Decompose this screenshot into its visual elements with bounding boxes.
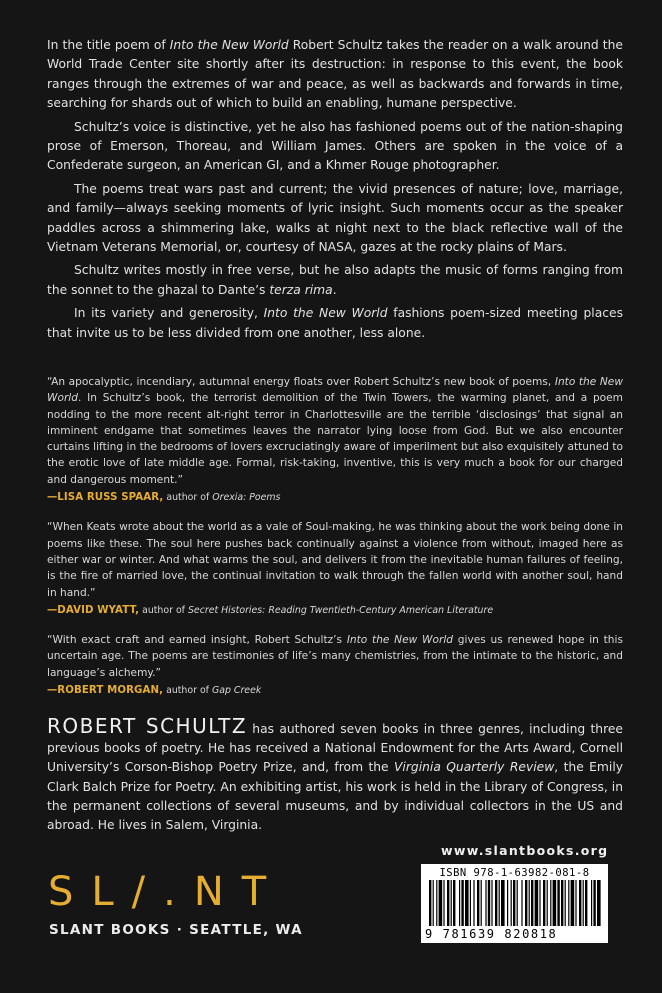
barcode-bar [539, 880, 540, 926]
barcode-bar [565, 880, 566, 926]
barcode-bar [473, 880, 474, 926]
barcode-bar [585, 880, 587, 926]
isbn-label: ISBN 978-1-63982-081-8 [439, 867, 590, 879]
barcode-bar [597, 880, 601, 926]
barcode-bar [507, 880, 508, 926]
endorser-work: Orexia: Poems [212, 492, 281, 504]
endorsement-attribution: —ROBERT MORGAN, author of Gap Creek [47, 685, 262, 697]
barcode-bar [488, 880, 490, 926]
endorsement-quote: “An apocalyptic, incendiary, autumnal energy floats over Robert Schultz’s new book of poems, Into the New World. In Schultz’s book, the terrorist demolition of the Twin Towers, the warming planet, and a poem nodding to the more recent alt-right terror in Charlottesville are the terrible ‘disclosings’ that signal an imminent endgame that sometimes leaves the narrator lying loose from God. But we also encounter curtains lifting in the bedrooms of lovers excruciatingly aware of imperilment but also exquisitely attuned to the erotic love of late middle age. Formal, risk-taking, inventive, this is very much a book for our charged and dangerous moment.” [47, 376, 623, 486]
endorsements [47, 374, 623, 712]
slant-logo: SL/.NT [48, 869, 285, 915]
barcode-bar [568, 880, 569, 926]
barcode-bar [591, 880, 592, 926]
barcode-bar [550, 880, 551, 926]
endorser-name: —DAVID WYATT, [47, 604, 140, 616]
barcode-bar [547, 880, 548, 926]
barcode-bar [543, 880, 545, 926]
endorsement-spaar [47, 374, 623, 506]
endorsement-attribution: —LISA RUSS SPAAR, author of Orexia: Poems [47, 492, 281, 504]
barcode-bar [459, 880, 460, 926]
barcode-bar [529, 880, 530, 926]
barcode-bar [461, 880, 463, 926]
barcode-digits: 9 781639 820818 [425, 927, 558, 941]
description-paragraph-1: In the title poem of Into the New World Robert Schultz takes the reader on a walk around the World Trade Center site shortly after its destruction: in response to this event, the book ranges through the extremes of war and peace, as well as backwards and forwards in time, searching for shards out of which to build an enabling, humane perspective. [47, 38, 623, 111]
barcode-bar [447, 880, 449, 926]
barcode-bar [525, 880, 527, 926]
barcode-bar [517, 880, 518, 926]
barcode-bar [513, 880, 515, 926]
barcode-bar [465, 880, 469, 926]
barcode-bar [521, 880, 522, 926]
endorser-work: Gap Creek [211, 685, 262, 697]
barcode-bar [443, 880, 444, 926]
author-bio: ROBERT SCHULTZ has authored seven books in three genres, including three previous books of poetry. He has received a National Endowment for the Arts Award, Cornell University’s Corson-Bishop Poetry Prize, and, from the Virginia Quarterly Review, the Emily Clark Balch Prize for Poetry. An exhibiting artist, his work is held in the Library of Congress, in the permanent collections of several museums, and by individual collectors in the US and abroad. He lives in Salem, Virginia. [47, 714, 624, 833]
barcode-bar [557, 880, 559, 926]
barcode-bar [511, 880, 512, 926]
description-paragraph-5: In its variety and generosity, Into the New World fashions poem-sized meeting places that invite us to be less divided from one another, less alone. [47, 306, 623, 340]
publisher-imprint: SLANT BOOKS · SEATTLE, WA [49, 922, 303, 938]
publisher-website[interactable]: www.slantbooks.org [441, 843, 609, 858]
barcode-bar [499, 880, 500, 926]
barcode-bar [593, 880, 595, 926]
endorsement-quote: “When Keats wrote about the world as a vale of Soul-making, he was thinking about the work being done in poems like these. The soul here pushes back continually against a violence from without, imaged here as either war or winter. And what warms the soul, and delivers it from the inevitable human failures of feeling, is the fire of married love, the continual invitation to walk through the fallen world with another soul, hand in hand.” [47, 521, 623, 599]
author-name: ROBERT SCHULTZ [47, 714, 248, 738]
barcode-bar [453, 880, 455, 926]
barcode-bar [531, 880, 533, 926]
barcode-bar [579, 880, 581, 926]
endorsement-quote: “With exact craft and earned insight, Robert Schultz’s Into the New World gives us renewed hope in this uncertain age. The poems are testimonies of life’s many chemistries, from the intimate to the historic, and language’s alchemy.” [47, 634, 623, 679]
barcode-bar [485, 880, 486, 926]
barcode-bars [429, 880, 601, 926]
barcode-bar [436, 880, 437, 926]
isbn-barcode [421, 864, 608, 943]
endorser-name: —ROBERT MORGAN, [47, 685, 164, 697]
book-description [47, 36, 623, 347]
barcode-bar [495, 880, 497, 926]
barcode-bar [575, 880, 576, 926]
barcode-bar [451, 880, 452, 926]
barcode-bar [535, 880, 539, 926]
barcode-bar [583, 880, 584, 926]
description-paragraph-4: Schultz writes mostly in free verse, but he also adapts the music of forms ranging from the sonnet to the ghazal to Dante’s terza rima. [47, 263, 623, 297]
endorsement-wyatt [47, 519, 623, 619]
barcode-bar [501, 880, 505, 926]
barcode-bar [477, 880, 479, 926]
endorsement-attribution: —DAVID WYATT, author of Secret Histories: Reading Twentieth-Century American Literature [47, 604, 494, 616]
endorsement-morgan [47, 632, 623, 699]
barcode-bar [470, 880, 471, 926]
barcode-bar [439, 880, 443, 926]
barcode-bar [553, 880, 557, 926]
barcode-bar [429, 880, 431, 926]
barcode-bar [481, 880, 482, 926]
barcode-bar [571, 880, 575, 926]
description-paragraph-2: Schultz’s voice is distinctive, yet he also has fashioned poems out of the nation-shaping prose of Emerson, Thoreau, and William James. Others are spoken in the voice of a Confederate surgeon, an American GI, and a Khmer Rouge photographer. [47, 119, 623, 173]
barcode-bar [433, 880, 434, 926]
description-paragraph-3: The poems treat wars past and current; the vivid presences of nature; love, marriage, and family—always seeking moments of lyric insight. Such moments occur as the speaker paddles across a shimmering lake, walks at night next to the black reflective wall of the Vietnam Veterans Memorial, or, courtesy of NASA, gazes at the rocky plains of Mars. [47, 181, 623, 255]
endorser-name: —LISA RUSS SPAAR, [47, 492, 164, 504]
barcode-bar [491, 880, 492, 926]
endorser-work: Secret Histories: Reading Twentieth-Century American Literature [187, 604, 494, 616]
barcode-bar [561, 880, 563, 926]
